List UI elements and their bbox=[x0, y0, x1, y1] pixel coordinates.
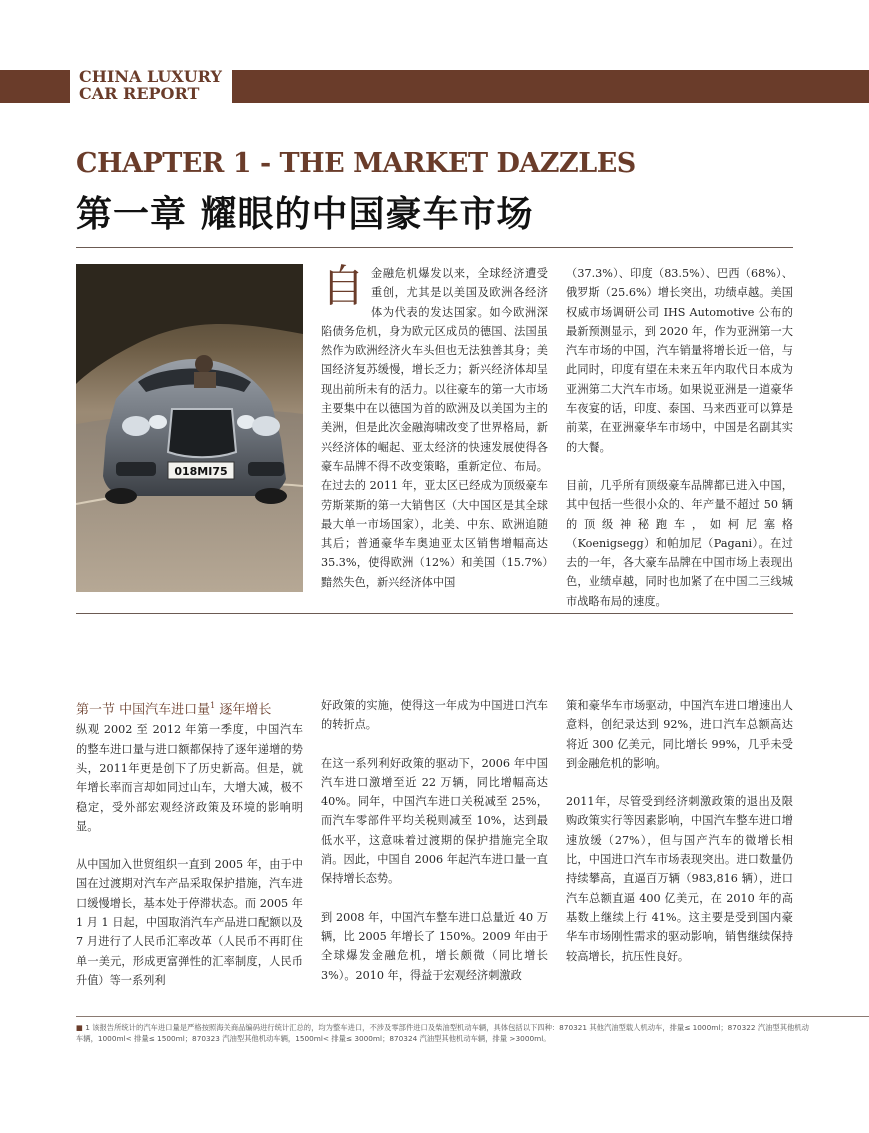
footnote-ref: 1 bbox=[210, 701, 216, 710]
section1-column-2 bbox=[321, 696, 548, 985]
body-paragraph: 从中国加入世贸组织一直到 2005 年，由于中国在过渡期对汽车产品采取保护措施，汽车进口缓慢增长，基本处于停滞状态。而 2005 年 1 月 1 日起，中国取消汽车产品进口配额以及 7 月进行了人民币汇率改革（人民币不再盯住单一美元，形成更富弹性的汇率制度，人民币升值）等一系列利 bbox=[76, 858, 303, 987]
body-paragraph: 在这一系列利好政策的驱动下，2006 年中国汽车进口激增至近 22 万辆，同比增幅高达 40%。同年，中国汽车进口关税减至 25%，而汽车零部件平均关税则减至 10%，达到最低水平，这意味着过渡期的保护措施完全取消。因此，中国自 2006 年起汽车进口量一直保持增长态势。 bbox=[321, 756, 548, 886]
body-paragraph: 好政策的实施，使得这一年成为中国进口汽车的转折点。 bbox=[321, 699, 548, 732]
body-paragraph: 策和豪华车市场驱动，中国汽车进口增速出人意料，创纪录达到 92%，进口汽车总额高达将近 300 亿美元，同比增长 99%，几乎未受到金融危机的影响。 bbox=[566, 699, 793, 770]
report-title-line2: CAR REPORT bbox=[79, 84, 200, 103]
section-title bbox=[76, 696, 303, 720]
intro-column-1 bbox=[321, 261, 548, 592]
license-plate: 018MI75 bbox=[174, 465, 228, 478]
section-title-text: 第一节 中国汽车进口量 bbox=[76, 702, 211, 718]
header-bar-left bbox=[0, 70, 70, 103]
footnote-marker: ■ bbox=[76, 1023, 83, 1032]
section-title-tail: 逐年增长 bbox=[215, 702, 272, 718]
intro-text-1: 金融危机爆发以来，全球经济遭受重创，尤其是以美国及欧洲各经济体为代表的发达国家。如今欧洲深陷债务危机，身为欧元区成员的德国、法国虽然作为欧洲经济火车头但也无法独善其身；美国经济复苏缓慢，增长乏力；新兴经济体却呈现出前所未有的活力。以往豪车的第一大市场主要集中在以德国为首的欧洲及以美国为主的美洲，但是此次金融海啸改变了世界格局，新兴经济体的崛起、亚太经济的快速发展使得各豪车品牌不得不改变策略，重新定位、布局。在过去的 2011 年，亚太区已经成为顶级豪车劳斯莱斯的第一大销售区（大中国区是其全球最大单一市场国家），北美、中东、欧洲追随其后；普通豪华车奥迪亚太区销售增幅高达 35.3%，使得欧洲（12%）和美国（15.7%）黯然失色，新兴经济体中国 bbox=[321, 267, 548, 589]
body-paragraph: 2011年，尽管受到经济刺激政策的退出及限购政策实行等因素影响，中国汽车整车进口增速放缓（27%），但与国产汽车的微增长相比，中国进口汽车市场表现突出。进口数量仍持续攀高，直逼百万辆（983,816 辆），进口汽车总额直逼 400 亿美元，在 2010 年的高基数上继续上行 41%。这主要是受到国内豪华车市场刚性需求的驱动影响，销售继续保持较高增长，抗压性良好。 bbox=[566, 795, 793, 963]
body-paragraph: 纵观 2002 至 2012 年第一季度，中国汽车的整车进口量与进口额都保持了逐年递增的势头，2011年更是创下了历史新高。但是，就年增长率而言却如同过山车，大增大减，极不稳定，受外部宏观经济政策及环境的影响明显。 bbox=[76, 723, 303, 833]
section1-column-1 bbox=[76, 696, 303, 990]
divider-middle bbox=[76, 613, 793, 614]
drop-cap: 自 bbox=[321, 261, 365, 312]
section1-column-3 bbox=[566, 696, 793, 966]
report-title-line1: CHINA LUXURY bbox=[79, 67, 222, 86]
chapter-title-en: CHAPTER 1 - THE MARKET DAZZLES bbox=[76, 148, 636, 179]
car-photo bbox=[76, 264, 303, 592]
report-title bbox=[79, 68, 229, 102]
header-bar-right bbox=[232, 70, 869, 103]
intro-paragraph: 目前，几乎所有顶级豪车品牌都已进入中国，其中包括一些很小众的、年产量不超过 50 辆的顶级神秘跑车，如柯尼塞格（Koenigsegg）和帕加尼（Pagani）。在过去的一年，各大豪车品牌在中国市场上表现出色，业绩卓越，同时也加紧了在中国二三线城市战略布局的速度。 bbox=[566, 478, 793, 608]
footnote-text: 1 该报告所统计的汽车进口量是严格按照海关商品编码进行统计汇总的，均为整车进口，不涉及零部件进口及柴油型机动车辆，具体包括以下四种：870321 其他汽油型载人机动车，排量≤ 1000ml；870322 汽油型其他机动车辆，1000ml< 排量≤ 1500ml；870323 汽油型其他机动车辆，1500ml< 排量≤ 3000ml；870324 汽油型其他机动车辆，排量 >3000ml。 bbox=[76, 1023, 809, 1043]
divider-top bbox=[76, 247, 793, 248]
body-paragraph: 到 2008 年，中国汽车整车进口总量近 40 万辆，比 2005 年增长了 150%。2009 年由于全球爆发金融危机，增长颇微（同比增长 3%）。2010 年，得益于宏观经济刺激政 bbox=[321, 910, 548, 982]
footnote-divider bbox=[76, 1016, 869, 1017]
footnote bbox=[76, 1022, 816, 1044]
chapter-title-cn: 第一章 耀眼的中国豪车市场 bbox=[76, 193, 534, 235]
intro-paragraph: （37.3%）、印度（83.5%）、巴西（68%）、俄罗斯（25.6%）增长突出，功绩卓越。美国权威市场调研公司 IHS Automotive 公布的最新预测显示，到 2020 年，作为亚洲第一大汽车市场的中国，汽车销量将增长近一倍，与此同时，印度有望在未来五年内取代日本成为亚洲第二大汽车市场。如果说亚洲是一道豪华车夜宴的话，印度、泰国、马来西亚可以算是前菜，在亚洲豪华车市场中，中国是名副其实的大餐。 bbox=[566, 267, 793, 454]
intro-column-2 bbox=[566, 264, 793, 611]
